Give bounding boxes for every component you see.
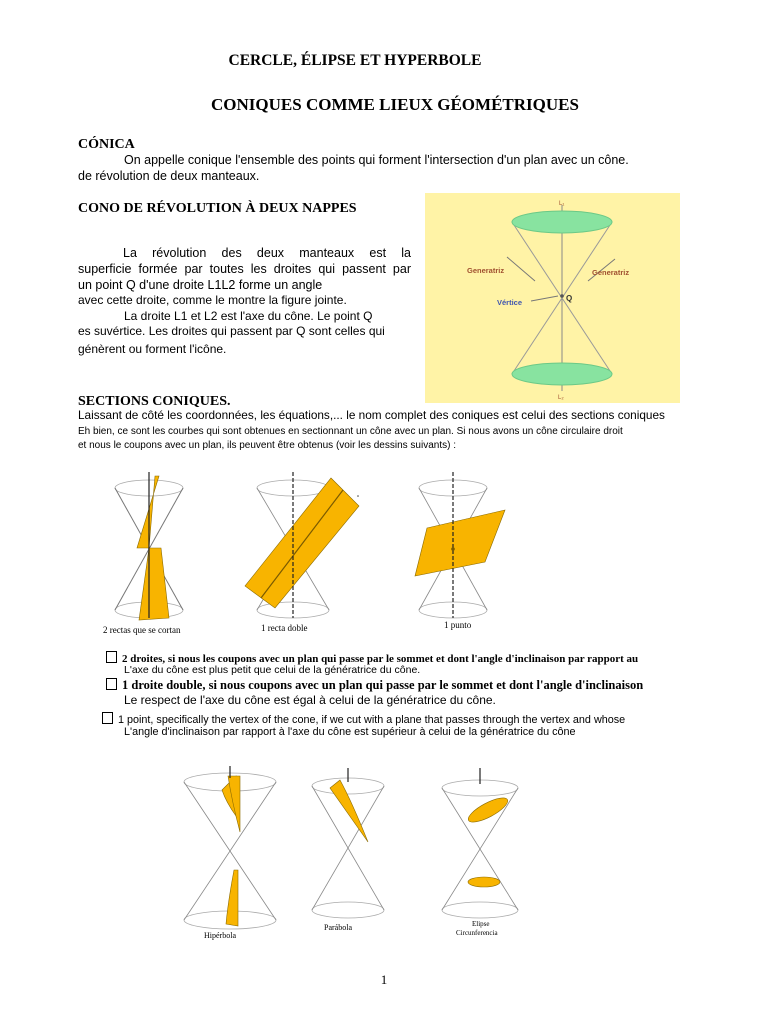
cono-line-7: génèrent ou forment l'icône.: [78, 342, 227, 356]
caption-circunferencia: Circunferencia: [456, 929, 498, 937]
sections-line-3: et nous le coupons avec un plan, ils peuvent être obtenus (voir les dessins suivants) :: [78, 440, 456, 451]
bullet-1-cont: L'axe du cône est plus petit que celui de la génératrice du cône.: [124, 664, 421, 676]
sections-row-2-svg: [172, 762, 542, 942]
figure-ellipse: [442, 768, 518, 937]
caption-double-line: 1 recta doble: [261, 623, 308, 633]
cono-line-5: La droite L1 et L2 est l'axe du cône. Le point Q: [124, 309, 373, 323]
figure-point: [415, 472, 505, 630]
cone-figure-svg: [425, 193, 680, 403]
cono-line-4: avec cette droite, comme le montre la figure jointe.: [78, 293, 347, 307]
caption-hyperbola: Hipérbola: [204, 931, 236, 940]
label-l1: L₁: [559, 201, 565, 207]
figure-double-line: [245, 472, 359, 633]
conica-line-2: de révolution de deux manteaux.: [78, 169, 260, 183]
figure-parabola: [312, 768, 384, 932]
cono-line-6: es suvértice. Les droites qui passent par Q sont celles qui: [78, 324, 385, 338]
bullet-box-icon: [106, 678, 117, 690]
cono-paragraph: [78, 245, 411, 293]
sections-line-2: Eh bien, ce sont les courbes qui sont obtenues en sectionnant un cône avec un plan. Si nous avons un cône circulaire droit: [78, 426, 623, 437]
bullet-2-text: 1 droite double, si nous coupons avec un plan qui passe par le sommet et dont l'angle d'inclinaison: [122, 678, 644, 692]
caption-two-lines: 2 rectas que se cortan: [103, 625, 181, 635]
page-title: CERCLE, ÉLIPSE ET HYPERBOLE: [228, 52, 482, 69]
cone-figure: [425, 193, 680, 403]
caption-point: 1 punto: [444, 620, 472, 630]
bottom-disk: [512, 363, 612, 385]
bullet-2: [106, 678, 643, 693]
vertex-point: [560, 294, 564, 298]
sections-row-2: [172, 762, 542, 942]
figure-two-lines: [103, 472, 183, 635]
page-subtitle: CONIQUES COMME LIEUX GÉOMÉTRIQUES: [211, 95, 579, 114]
conica-line-1: On appelle conique l'ensemble des points qui forment l'intersection d'un plan avec un cône.: [124, 153, 629, 167]
sections-row-1: [95, 468, 515, 638]
top-disk: [512, 211, 612, 233]
cono-line-1: La révolution des deux manteaux est la: [123, 246, 411, 260]
sections-line-1: Laissant de côté les coordonnées, les équations,... le nom complet des coniques est celui des sections coniques: [78, 408, 665, 422]
bullet-1: [106, 651, 638, 665]
bullet-3-text: 1 point, specifically the vertex of the cone, if we cut with a plane that passes through the vertex and whose: [118, 714, 626, 726]
page-number: 1: [380, 972, 388, 987]
label-generatriz-right: Generatriz: [592, 268, 630, 277]
cono-line-2: superficie formée par toutes les droites qui passent par: [78, 262, 411, 276]
figure-hyperbola: [184, 766, 276, 940]
caption-elipse: Elipse: [472, 920, 490, 928]
label-vertice: Vértice: [497, 298, 523, 307]
caption-parabola: Parábola: [324, 923, 352, 932]
bullet-box-icon: [106, 651, 117, 663]
cono-heading: CONO DE RÉVOLUTION À DEUX NAPPES: [78, 201, 357, 216]
label-q: Q: [566, 294, 573, 303]
bullet-3-cont: L'angle d'inclinaison par rapport à l'axe du cône est supérieur à celui de la génératrice du cône: [124, 726, 576, 738]
label-generatriz-left: Generatriz: [467, 266, 505, 275]
bullet-3: [102, 712, 625, 727]
bullet-2-cont: Le respect de l'axe du cône est égal à celui de la génératrice du cône.: [124, 693, 496, 707]
sections-row-1-svg: [95, 468, 515, 638]
bullet-1-text: 2 droites, si nous les coupons avec un plan qui passe par le sommet et dont l'angle d'inclinaison par rapport au: [122, 653, 639, 665]
conica-heading: CÓNICA: [78, 137, 135, 152]
label-l2: L₂: [558, 395, 564, 401]
sections-heading: SECTIONS CONIQUES.: [78, 394, 231, 409]
bullet-box-icon: [102, 712, 113, 724]
cono-line-3: un point Q d'une droite L1L2 forme un angle: [78, 278, 323, 292]
